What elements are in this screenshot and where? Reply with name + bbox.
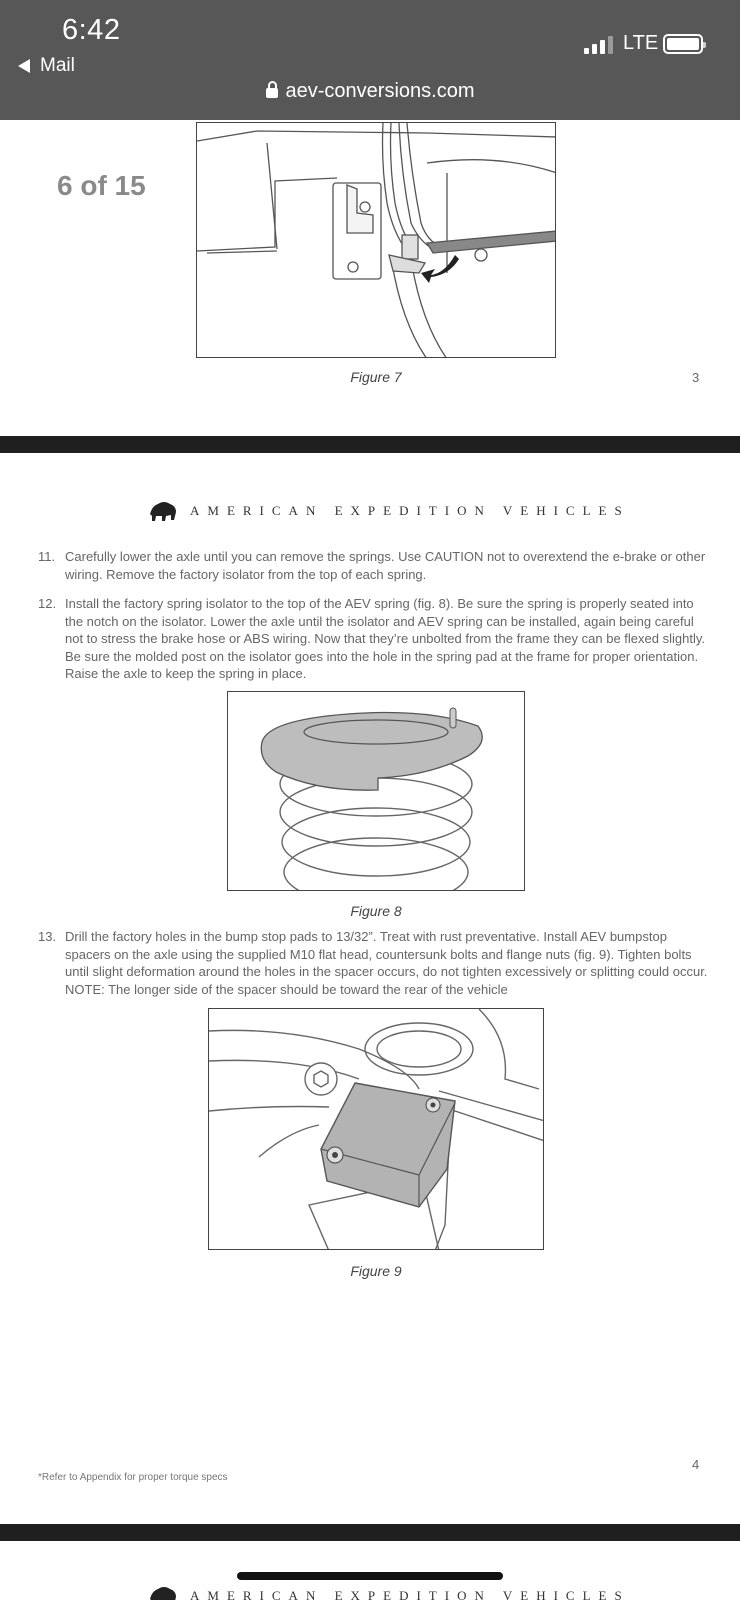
figure-8-caption: Figure 8: [350, 903, 402, 919]
figure-9-drawing: [209, 1009, 544, 1250]
status-time: 6:42: [62, 14, 121, 46]
brand-header: [148, 500, 630, 522]
status-browser-bar: [0, 0, 740, 120]
address-bar[interactable]: [0, 80, 740, 103]
figure-7-image: [196, 122, 556, 358]
aev-bison-logo-icon: [148, 1585, 178, 1600]
url-text: aev-conversions.com: [285, 80, 475, 102]
page-number-4: 4: [692, 1457, 700, 1472]
step-13: [38, 928, 714, 998]
step-12: [38, 595, 714, 683]
page-number-3: 3: [692, 370, 700, 385]
step-number: 11.: [38, 549, 56, 564]
back-label: Mail: [40, 55, 75, 76]
lock-icon: [266, 88, 278, 98]
step-11: [38, 548, 714, 583]
step-text: Install the factory spring isolator to the top of the AEV spring (fig. 8). Be sure the spring is properly seated into the notch on the isolator. Lower the axle until the isolator and AEV spring can be installed, again being careful not to stress the brake hose or ABS wiring. Now that they’re unbolted from the frame they can be flexed slightly. Be sure the molded post on the isolator goes into the hole in the spring pad at the frame for proper orientation. Raise the axle to keep the spring in place.: [65, 596, 705, 681]
battery-icon: [663, 34, 703, 54]
step-number: 13.: [38, 929, 57, 944]
page-divider: [0, 1524, 740, 1541]
figure-7-drawing: [197, 123, 556, 358]
figure-9-caption: Figure 9: [350, 1263, 402, 1279]
figure-7-caption: Figure 7: [350, 369, 402, 385]
back-arrow-icon: [18, 59, 30, 73]
figure-8-image: [227, 691, 525, 891]
footnote: *Refer to Appendix for proper torque specs: [38, 1472, 228, 1483]
brand-name: AMERICAN EXPEDITION VEHICLES: [190, 503, 630, 518]
step-text: Carefully lower the axle until you can remove the springs. Use CAUTION not to overextend the e-brake or other wiring. Remove the factory isolator from the top of each spring.: [65, 549, 706, 582]
aev-bison-logo-icon: [148, 500, 178, 522]
step-number: 12.: [38, 596, 57, 611]
home-indicator[interactable]: [237, 1572, 503, 1580]
page-divider: [0, 436, 740, 453]
brand-header-next: [148, 1585, 630, 1600]
network-type: LTE: [623, 32, 659, 54]
figure-8-drawing: [228, 692, 525, 891]
back-to-mail-button[interactable]: [18, 55, 75, 77]
step-text: Drill the factory holes in the bump stop pads to 13/32”. Treat with rust preventative. Install AEV bumpstop spacers on the axle using the supplied M10 flat head, countersunk bolts and flange nuts (fig. 9). Tighten bolts until slight deformation around the holes in the spacer occurs, do not tighten excessively or splitting could occur. NOTE: The longer side of the spacer should be toward the rear of the vehicle: [65, 929, 708, 997]
brand-name: AMERICAN EXPEDITION VEHICLES: [190, 1588, 630, 1600]
cellular-signal-icon: [584, 36, 613, 54]
page-counter: 6 of 15: [57, 170, 146, 201]
figure-9-image: [208, 1008, 544, 1250]
